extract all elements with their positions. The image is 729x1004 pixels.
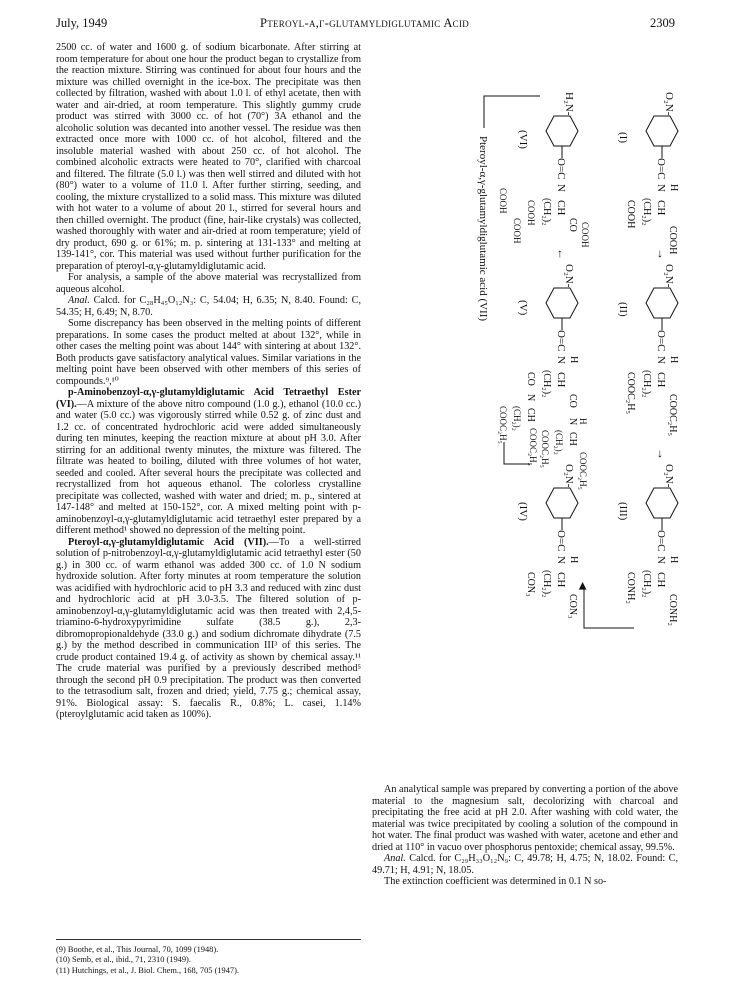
ch2-group: (CH₂)₂ (541, 370, 552, 398)
ch-group: CH (555, 200, 567, 216)
amide-h: H (668, 356, 679, 364)
right-column (372, 784, 678, 888)
analysis-text: Calcd. for C₂₈H₄₅O₁₂N₃: C, 54.04; H, 6.35; N, 8.40. Found: C, 54.35; H, 6.49; N, 8.70. (56, 295, 361, 318)
amide-n: N (655, 184, 667, 192)
ester-group: COOC₂H₅ (578, 452, 588, 490)
paragraph: Some discrepancy has been observed in the melting points of different preparations. In some cases the product melted at about 132°, while in other cases the melting point was about 144° with sintering at about 132°. Both products gave satisfactory analytical values. Similar variations in the melting point have been observed with other members of this series of compounds.⁹,¹⁰ (56, 318, 361, 387)
carbonyl: O=C (555, 158, 567, 180)
ch-group: CH (555, 372, 567, 388)
ester-group: COOC₂H₅ (625, 372, 636, 414)
reaction-arrow (504, 442, 530, 464)
ch-group: CH (655, 200, 667, 216)
page-number: 2309 (650, 16, 675, 30)
ch-group: CH (555, 572, 567, 588)
amide-h: H (668, 556, 679, 564)
carbonyl: O=C (655, 530, 667, 552)
amide-n: N (555, 356, 567, 364)
co-group: CO (525, 372, 536, 386)
svg-text:◀: ◀ (577, 582, 588, 590)
azide-group: CON₃ (525, 572, 536, 597)
section-heading: Pteroyl-α,γ-glutamyldiglutamic Acid (VII). (68, 536, 269, 548)
ch2-group: (CH₂)₂ (641, 198, 652, 226)
compound-IV (517, 464, 579, 619)
section-text: —A mixture of the above nitro compound (1.0 g.), ethanol (10.0 cc.) and water (5.0 cc.) was vigorously stirred while 0.52 g. of zinc dust and 1.2 cc. of concentrated hydrochloric acid were added simultaneously during ten minutes, keeping the reaction mixture at about pH 3.0. After stirring for an additional twenty minutes, the mixture was filtered. The filtrate was heated to boiling, diluted with three volumes of hot water, seeded and cooled. After several hours the precipitate was collected and recrystallized from hot aqueous ethanol. The colorless crystalline precipitate was collected, washed with water and dried; m. p., sintered at 147-148° and melted at 150-152°, cor. A mixed melting point with p-aminobenzoyl-α,γ-glutamyldiglutamic acid tetraethyl ester prepared by a different method¹ showed no depression of the melting point. (56, 398, 361, 536)
amide-h: H (578, 418, 588, 425)
nitro-group: O₂N- (663, 464, 675, 488)
acid-group: COOH (498, 188, 508, 214)
paragraph: 2500 cc. of water and 1600 g. of sodium bicarbonate. After stirring at room temperature for about one hour the product began to crystallize from the reaction mixture. Stirring was continued for about four hours and the mixture was chilled overnight in the ice-box. The precipitate was then collected by filtration, washed with about 1.0 l. of ethyl acetate, then with water and air-dried, at room temperature. This slightly gummy crude product was stirred with 3000 cc. of hot (70°) 3A ethanol and the alcoholic solution was decanted into another vessel. The residue was then extracted once more with 1000 cc. of hot alcohol, filtered and the insoluble material washed with about 250 cc. of hot alcohol. The combined alcoholic extracts were heated to 70°, clarified with charcoal and filtered. The filtrate (5.0 l.) was then well stirred and diluted with hot (80°) water to a volume of 11.0 l. After further stirring, seeding, and cooling, the mixture crystallized to a solid mass. This mixture was diluted with hot water to a volume of about 20 l., stirred for several hours and then chilled overnight. The product (fine, hair-like crystals) was collected, washed thoroughly with water and air-dried at room temperature; yield of dry product, 690 g. or 61%; m. p. sintering at 131-133° and melting at 139-141°, cor. This material was used without further purification for the preparation of pteroyl-α,γ-glutamyldiglutamic acid. (56, 42, 361, 272)
reaction-arrow: → (655, 448, 669, 460)
compound-label: (I) (617, 132, 629, 143)
ester-group: COOC₂H₅ (498, 406, 508, 444)
carbonyl: O=C (555, 330, 567, 352)
acid-group: COOH (512, 218, 522, 244)
compound-label: (III) (617, 502, 629, 521)
amide-n: N (655, 556, 667, 564)
ch-group: CH (567, 432, 578, 446)
compound-label: (V) (517, 300, 529, 316)
nitro-group: O₂N- (663, 264, 675, 288)
paragraph: The extinction coefficient was determined in 0.1 N so- (384, 876, 607, 887)
benzene-ring (646, 116, 678, 146)
co-group: CO (567, 218, 578, 232)
hydrazide-group: CONH₂ (625, 572, 636, 604)
ch2-group: (CH₂)₂ (641, 570, 652, 598)
benzene-ring (546, 288, 578, 318)
amide-h: H (668, 184, 679, 192)
compound-II (617, 264, 679, 436)
footnotes (56, 939, 361, 976)
benzene-ring (646, 288, 678, 318)
ch-group: CH (655, 572, 667, 588)
amide-h: H (568, 556, 579, 564)
anal-label: Anal. (384, 853, 406, 864)
nitro-group: O₂N- (663, 92, 675, 116)
section-paragraph (56, 537, 361, 721)
analysis-paragraph (56, 295, 361, 318)
ch2-group: (CH₂)₂ (541, 198, 552, 226)
left-column (56, 42, 361, 936)
amide-h: H (568, 356, 579, 364)
compound-label: (VI) (517, 130, 529, 149)
nitro-group: O₂N- (563, 464, 575, 488)
ch2-group: (CH₂)₂ (554, 430, 564, 455)
acid-group: COOH (625, 200, 636, 229)
azide-group: CON₃ (567, 594, 578, 619)
amino-group: H₂N- (563, 92, 575, 116)
reaction-arrow (484, 96, 540, 128)
benzene-ring (646, 488, 678, 518)
ester-group: COOC₂H₅ (528, 428, 538, 466)
ch2-group: (CH₂)₂ (512, 406, 522, 431)
ch-group: CH (655, 372, 667, 388)
benzene-ring (546, 488, 578, 518)
carbonyl: O=C (655, 330, 667, 352)
footnote: (10) Semb, et al., ibid., 71, 2310 (1949). (56, 955, 191, 965)
compound-VI (498, 92, 590, 248)
section-heading: p-Aminobenzoyl-α,γ-glutamyldiglutamic Acid Tetraethyl Ester (VI). (56, 387, 361, 410)
running-title: Pteroyl-α,γ-glutamyldiglutamic Acid (259, 16, 470, 30)
compound-I (617, 92, 679, 254)
acid-group: COOH (667, 226, 678, 255)
compound-label: (IV) (517, 502, 529, 521)
ester-group: COOC₂H₅ (667, 394, 678, 436)
header-date: July, 1949 (56, 16, 108, 30)
reaction-arrow: ← (555, 248, 569, 260)
analysis-paragraph (372, 853, 678, 876)
section-text: —To a well-stirred solution of p-nitrobenzoyl-α,γ-glutamyldiglutamic acid tetraethyl ester (50 g.) in 300 cc. of warm ethanol was added 300 cc. of 1.0 N sodium hydroxide solution. After forty minutes at room temperature the solution was acidified with hydrochloric acid to pH 3.3 and reduced with zinc dust and hydrochloric acid at pH 3.0-3.5. The filtered solution of p-aminobenzoyl-α,γ-glutamyldiglutamic acid was then treated with 2,4,5-triamino-6-hydroxypyrimidine sulfate (38.5 g.), 2,3-dibromopropionaldehyde (33.0 g.) and sodium dichromate dihydrate (7.5 g.) by the method described in communication III³ of this series. The crude product contained 19.4 g. of activity as shown by chemical assay.¹¹ The crude material was purified by a previously described method⁵ through the second pH 0.9 precipitation. The product was then converted to the tetrasodium salt, frozen and dried; yield, 7.75 g.; chemical assay, 91%. Biological assay: S. faecalis R., 0.8%; L. casei, 1.14% (pteroylglutamic acid taken as 100%). (56, 536, 361, 720)
amide-n: N (655, 356, 667, 364)
hydrazide-group: CONH₂ (667, 594, 678, 626)
nitro-group: O₂N- (563, 264, 575, 288)
benzene-ring (546, 116, 578, 146)
carbonyl: O=C (555, 530, 567, 552)
reaction-scheme (368, 88, 680, 778)
amide-n: N (525, 394, 536, 402)
acid-group: COOH (526, 200, 536, 226)
ch-group: CH (525, 408, 536, 422)
amide-n: N (555, 184, 567, 192)
footnote: (9) Boothe, et al., This Journal, 70, 1099 (1948). (56, 945, 219, 954)
product-label: Pteroyl-α,γ-glutamyldiglutamic acid (VII) (477, 136, 489, 322)
co-group: CO (567, 394, 578, 408)
carbonyl: O=C (655, 158, 667, 180)
compound-label: (II) (617, 302, 629, 317)
anal-label: Anal. (68, 295, 90, 306)
ch2-group: (CH₂)₂ (641, 370, 652, 398)
section-paragraph (56, 387, 361, 537)
paragraph: For analysis, a sample of the above material was recrystallized from aqueous alcohol. (56, 272, 361, 295)
amide-n: N (567, 418, 578, 426)
acid-group: COOH (580, 222, 590, 248)
ester-group: COOC₂H₅ (540, 430, 550, 468)
ch2-group: (CH₂)₂ (541, 570, 552, 598)
compound-III (617, 464, 679, 626)
amide-n: N (555, 556, 567, 564)
compound-V (498, 264, 588, 490)
paragraph: An analytical sample was prepared by converting a portion of the above material to the magnesium salt, decolorizing with charcoal and precipitating the free acid at pH 2.0. After washing with cold water, the material was twice precipitated by cooling a solution of the compound in hot water. The final product was washed with water, acetone and ether and dried at 110° in vacuo over phosphorus pentoxide; chemical assay, 99.5%. (372, 784, 678, 853)
reaction-arrow: → (655, 248, 669, 260)
footnote: (11) Hutchings, et al., J. Biol. Chem., 168, 705 (1947). (56, 965, 239, 975)
analysis-text: Calcd. for C₂₉H₃₃O₁₂N₉: C, 49.78; H, 4.75; N, 18.02. Found: C, 49.71; H, 4.91; N, 18.05. (372, 853, 678, 876)
